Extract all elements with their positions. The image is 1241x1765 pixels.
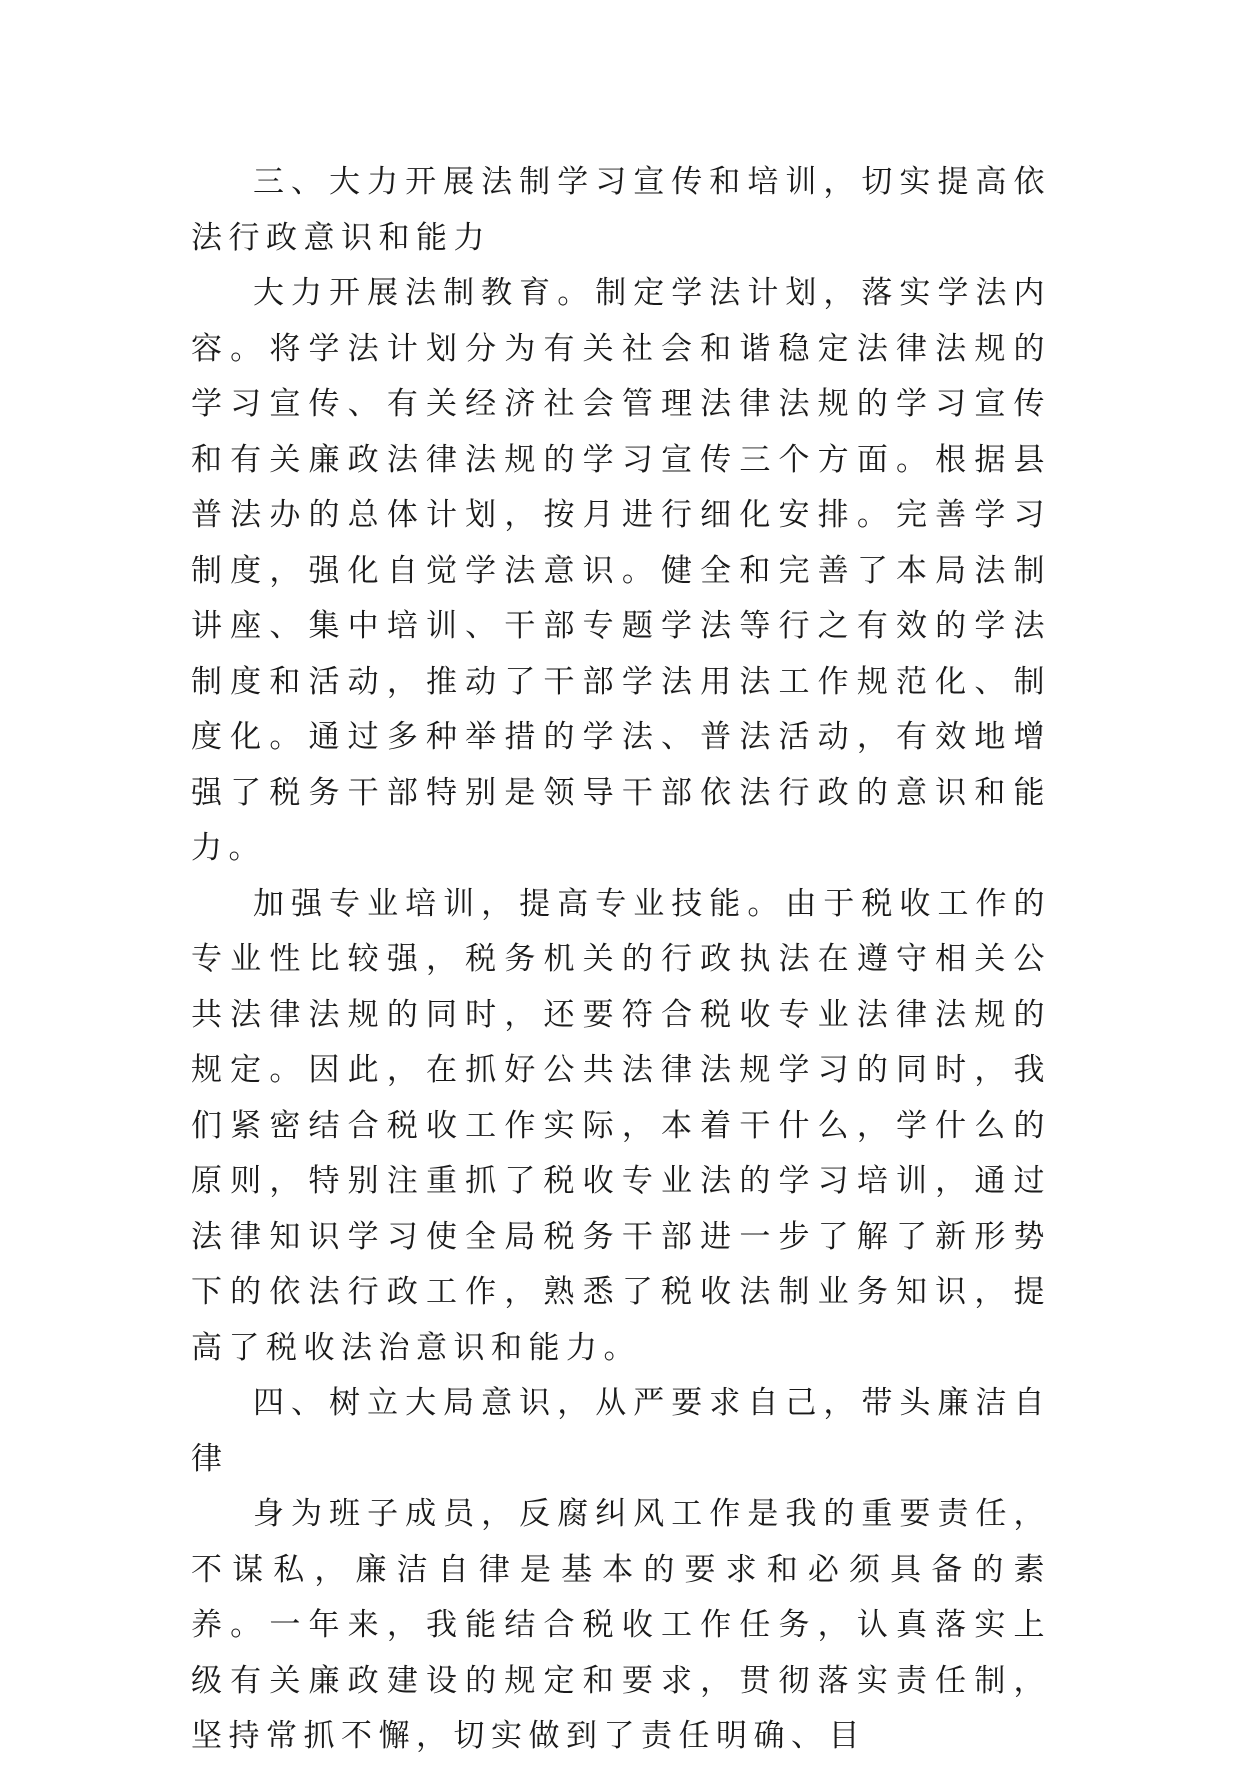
paragraph-integrity: 身为班子成员，反腐纠风工作是我的重要责任，不谋私，廉洁自律是基本的要求和必须具备的素养。一年来，我能结合税收工作任务，认真落实上级有关廉政建设的规定和要求，贯彻落实责任制，坚持常抓不懈，切实做到了责任明确、目 (191, 1496, 1051, 1754)
paragraph-legal-education: 大力开展法制教育。制定学法计划，落实学法内容。将学法计划分为有关社会和谐稳定法律法规的学习宣传、有关经济社会管理法律法规的学习宣传和有关廉政法律法规的学习宣传三个方面。根据县普法办的总体计划，按月进行细化安排。完善学习制度，强化自觉学法意识。健全和完善了本局法制讲座、集中培训、干部专题学法等行之有效的学法制度和活动，推动了干部学法用法工作规范化、制度化。通过多种举措的学法、普法活动，有效地增强了税务干部特别是领导干部依法行政的意识和能力。 (191, 275, 1051, 866)
section-heading-three: 三、大力开展法制学习宣传和培训，切实提高依法行政意识和能力 (191, 164, 1051, 256)
paragraph-professional-training: 加强专业培训，提高专业技能。由于税收工作的专业性比较强，税务机关的行政执法在遵守相关公共法律法规的同时，还要符合税收专业法律法规的规定。因此，在抓好公共法律法规学习的同时，我们紧密结合税收工作实际，本着干什么，学什么的原则，特别注重抓了税收专业法的学习培训，通过法律知识学习使全局税务干部进一步了解了新形势下的依法行政工作，熟悉了税收法制业务知识，提高了税收法治意识和能力。 (191, 885, 1051, 1366)
section-heading-four: 四、树立大局意识，从严要求自己，带头廉洁自律 (191, 1385, 1051, 1477)
document-body (191, 155, 1051, 1765)
